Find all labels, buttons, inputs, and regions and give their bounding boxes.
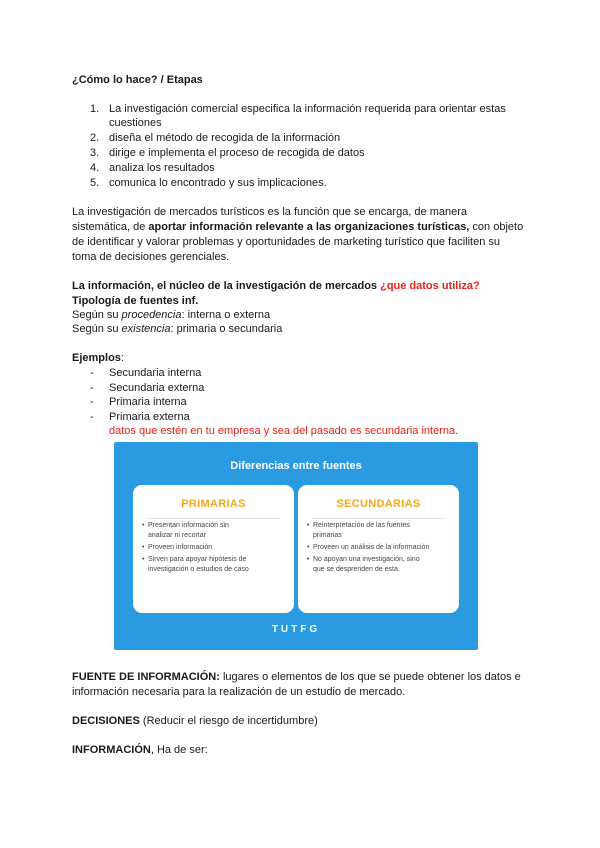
card-list bbox=[133, 521, 249, 575]
paragraph-line bbox=[72, 220, 523, 234]
paragraph-line: toma de decisiones gerenciales. bbox=[72, 251, 230, 263]
text-segment: (Reducir el riesgo de incertidumbre) bbox=[139, 715, 318, 727]
card-title: PRIMARIAS bbox=[181, 498, 246, 510]
red-question: ¿que datos utiliza? bbox=[380, 280, 480, 292]
infographic-fuentes bbox=[114, 442, 478, 650]
card-list bbox=[298, 521, 429, 575]
text-segment: Según su bbox=[72, 323, 122, 335]
card-item-cont: primarias bbox=[313, 532, 342, 539]
info-heading bbox=[72, 279, 480, 293]
etapa-text: diseña el método de recogida de la información bbox=[109, 132, 341, 144]
card-item-cont: investigación o estudios de caso bbox=[148, 566, 249, 573]
bold-segment: INFORMACIÓN bbox=[72, 744, 151, 756]
card-title: SECUNDARIAS bbox=[336, 498, 421, 510]
text-segment: : interna o externa bbox=[181, 309, 271, 321]
card-secundarias bbox=[298, 485, 459, 613]
card-item: • No apoyan una investigación, sino bbox=[298, 555, 429, 565]
etapa-number: 5. bbox=[90, 177, 100, 189]
dash-bullet: - bbox=[90, 367, 94, 379]
ejemplo-item: Secundaria interna bbox=[109, 367, 202, 379]
infographic-title: Diferencias entre fuentes bbox=[230, 460, 362, 472]
card-item-cont: analizar ni recortar bbox=[148, 532, 206, 539]
card-item: • Sirven para apoyar hipótesis de bbox=[133, 555, 249, 565]
ejemplos-heading bbox=[72, 351, 124, 365]
etapa-number: 1. bbox=[90, 103, 100, 115]
text-segment: lugares o elementos de los que se puede obtener los datos e bbox=[219, 671, 521, 683]
divider bbox=[147, 518, 280, 519]
etapa-text: dirige e implementa el proceso de recogida de datos bbox=[109, 147, 365, 159]
ejemplo-item: Secundaria externa bbox=[109, 382, 205, 394]
italic-segment: procedencia bbox=[121, 309, 182, 321]
card-item: • Reinterpretación de las fuentes bbox=[298, 521, 429, 531]
ejemplo-item: Primaria externa bbox=[109, 411, 190, 423]
text-segment: , Ha de ser: bbox=[150, 744, 208, 756]
tutfg-logo: TUTFG bbox=[271, 624, 321, 635]
card-item: • Proveen un análisis de la información bbox=[298, 543, 429, 553]
etapa-text: La investigación comercial especifica la información requerida para orientar estas bbox=[109, 103, 506, 115]
etapa-number: 3. bbox=[90, 147, 100, 159]
fuente-line-2: información necesaria para la realización de un estudio de mercado. bbox=[72, 686, 406, 698]
dash-bullet: - bbox=[90, 411, 94, 423]
dash-bullet: - bbox=[90, 396, 94, 408]
fuente-line-1 bbox=[72, 670, 521, 684]
etapa-text: comunica lo encontrado y sus implicaciones. bbox=[109, 177, 327, 189]
ejemplo-item: Primaria interna bbox=[109, 396, 187, 408]
card-item: • Proveen información bbox=[133, 543, 249, 553]
bold-segment: Ejemplos bbox=[72, 352, 121, 364]
paragraph-line: La investigación de mercados turísticos es la función que se encarga, de manera bbox=[72, 206, 468, 218]
text-segment: : bbox=[120, 352, 124, 364]
bold-segment: La información, el núcleo de la investigación de mercados bbox=[72, 280, 381, 292]
card-item: • Presentan información sin bbox=[133, 521, 249, 531]
card-primarias bbox=[133, 485, 294, 613]
card-item-cont: que se desprenden de esta. bbox=[313, 566, 400, 573]
tipologia-heading: Tipología de fuentes inf. bbox=[72, 295, 199, 307]
bold-segment: aportar información relevante a las organizaciones turísticas, bbox=[148, 221, 470, 233]
bold-segment: DECISIONES bbox=[72, 715, 140, 727]
decisiones-line bbox=[72, 714, 318, 728]
divider bbox=[312, 518, 445, 519]
segun-existencia bbox=[72, 322, 282, 336]
heading-etapas: ¿Cómo lo hace? / Etapas bbox=[72, 74, 203, 86]
etapa-text: analiza los resultados bbox=[109, 162, 215, 174]
text-segment: Según su bbox=[72, 309, 122, 321]
text-segment: : primaria o secundaria bbox=[170, 323, 283, 335]
text-segment: sistemática, de bbox=[72, 221, 149, 233]
bold-segment: FUENTE DE INFORMACIÓN: bbox=[72, 671, 220, 683]
etapa-number: 4. bbox=[90, 162, 100, 174]
segun-procedencia bbox=[72, 308, 270, 322]
paragraph-line: de identificar y valorar problemas y oportunidades de marketing turístico que faciliten su bbox=[72, 236, 501, 248]
text-segment: con objeto bbox=[469, 221, 524, 233]
etapa-number: 2. bbox=[90, 132, 100, 144]
etapa-text-cont: cuestiones bbox=[109, 117, 162, 129]
informacion-line bbox=[72, 743, 208, 757]
italic-segment: existencia bbox=[121, 323, 171, 335]
dash-bullet: - bbox=[90, 382, 94, 394]
red-note: datos que estén en tu empresa y sea del pasado es secundaria interna. bbox=[109, 425, 459, 437]
